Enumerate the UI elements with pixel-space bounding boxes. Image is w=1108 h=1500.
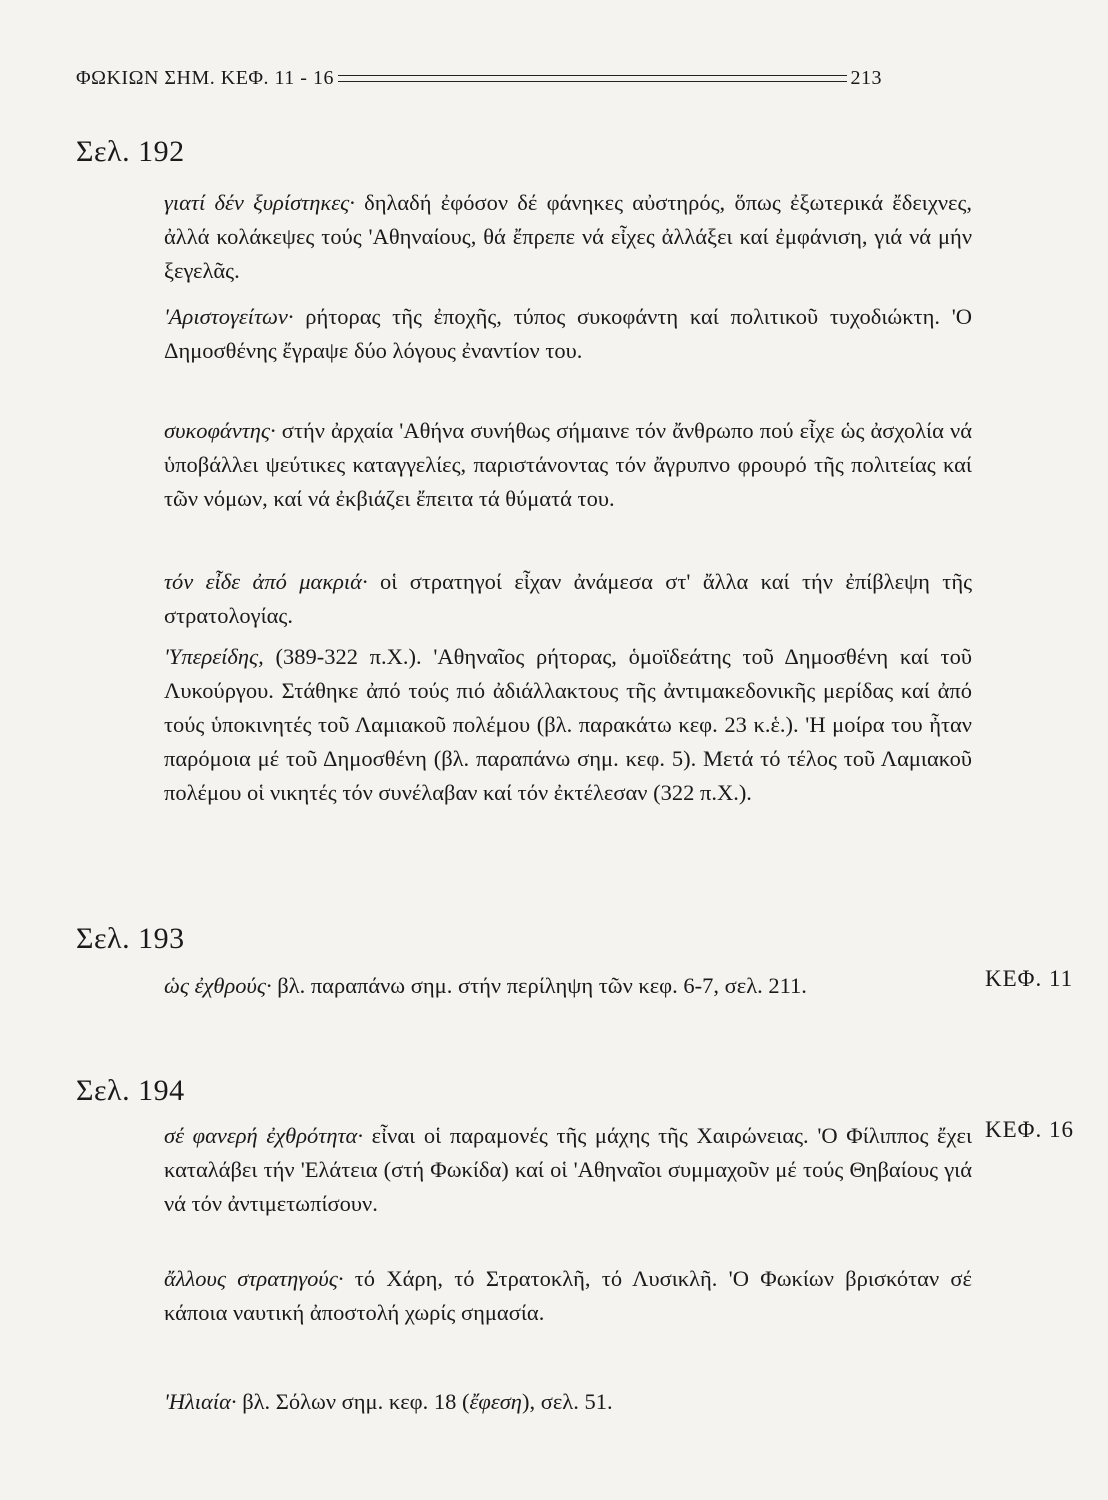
- section-heading: Σελ. 192: [76, 135, 185, 168]
- note-text: (389-322 π.Χ.). 'Αθηναῖος ρήτορας, ὁμοϊδεάτης τοῦ Δημοσθένη καί τοῦ Λυκούργου. Στάθηκε ἀπό τούς πιό ἀδιάλλακτους τῆς ἀντιμακεδονικῆς μερίδας καί ἀπό τούς ὑποκινητές τοῦ Λαμιακοῦ πολέμου (βλ. παρακάτω κεφ. 23 κ.ἑ.). 'Η μοίρα του ἦταν παρόμοια μέ τοῦ Δημοσθένη (βλ. παραπάνω σημ. κεφ. 5). Μετά τό τέλος τοῦ Λαμιακοῦ πολέμου οἱ νικητές τόν συνέλαβαν καί τόν ἐκτέλεσαν (322 π.Χ.).: [164, 644, 972, 805]
- page-number: 213: [850, 66, 882, 89]
- note-text: στήν ἀρχαία 'Αθήνα συνήθως σήμαινε τόν ἄνθρωπο πού εἶχε ὡς ἀσχολία νά ὑποβάλλει ψεύτικες καταγγελίες, παριστάνοντας τόν ἄγρυπνο φρουρό τῆς πολιτείας καί τῶν νόμων, καί νά ἐκβιάζει ἔπειτα τά θύματά του.: [164, 418, 972, 511]
- note-lemma: τόν εἶδε ἀπό μακριά·: [164, 569, 368, 594]
- note-paragraph: [76, 1119, 972, 1221]
- note-inline-lemma: ἔφεση: [469, 1389, 522, 1414]
- note-lemma: σέ φανερή ἐχθρότητα·: [164, 1123, 363, 1148]
- margin-note: ΚΕΦ. 16: [985, 1117, 1074, 1142]
- note-text: βλ. Σόλων σημ. κεφ. 18 (: [236, 1389, 470, 1414]
- note-text: ρήτορας τῆς ἐποχῆς, τύπος συκοφάντη καί πολιτικοῦ τυχοδιώκτη. 'Ο Δημοσθένης ἔγραψε δύο λόγους ἐναντίον του.: [164, 304, 972, 363]
- note-paragraph: [76, 186, 972, 288]
- note-text: τό Χάρη, τό Στρατοκλῆ, τό Λυσικλῆ. 'Ο Φωκίων βρισκόταν σέ κάποια ναυτική ἀποστολή χωρίς σημασία.: [164, 1266, 972, 1325]
- note-lemma: 'Ηλιαία·: [164, 1389, 237, 1414]
- note-lemma: ἄλλους στρατηγούς·: [164, 1266, 344, 1291]
- note-lemma: 'Υπερείδης,: [164, 644, 264, 669]
- note-text: εἶναι οἱ παραμονές τῆς μάχης τῆς Χαιρώνειας. 'Ο Φίλιππος ἔχει καταλάβει τήν 'Ελάτεια (στή Φωκίδα) καί οἱ 'Αθηναῖοι συμμαχοῦν μέ τούς Θηβαίους γιά νά τόν ἀντιμετωπίσουν.: [164, 1123, 972, 1216]
- running-header: [76, 60, 882, 96]
- note-paragraph: [76, 1262, 972, 1330]
- section-heading: Σελ. 194: [76, 1074, 185, 1107]
- running-title: ΦΩΚΙΩΝ ΣΗΜ. ΚΕΦ. 11 - 16: [76, 66, 334, 89]
- note-lemma: 'Αριστογείτων·: [164, 304, 294, 329]
- note-text-tail: ), σελ. 51.: [521, 1389, 613, 1414]
- margin-note: ΚΕΦ. 11: [985, 966, 1074, 991]
- note-lemma: συκοφάντης·: [164, 418, 276, 443]
- note-paragraph: [76, 414, 972, 516]
- note-paragraph: [76, 969, 972, 1003]
- note-paragraph: [76, 300, 972, 368]
- note-lemma: ὡς ἐχθρούς·: [164, 973, 272, 998]
- note-paragraph: [76, 1385, 972, 1419]
- note-paragraph: [76, 640, 972, 810]
- note-paragraph: [76, 565, 972, 633]
- section-heading: Σελ. 193: [76, 922, 185, 955]
- note-lemma: γιατί δέν ξυρίστηκες·: [164, 190, 355, 215]
- note-text: βλ. παραπάνω σημ. στήν περίληψη τῶν κεφ. 6-7, σελ. 211.: [271, 973, 807, 998]
- note-text: οἱ στρατηγοί εἶχαν ἀνάμεσα στ' ἄλλα καί τήν ἐπίβλεψη τῆς στρατολογίας.: [164, 569, 972, 628]
- note-text: δηλαδή ἐφόσον δέ φάνηκες αὐστηρός, ὅπως ἐξωτερικά ἔδειχνες, ἀλλά κολάκεψες τούς 'Αθηναίους, θά ἔπρεπε νά εἶχες ἀλλάξει καί ἐμφάνιση, γιά νά μήν ξεγελᾶς.: [164, 190, 972, 283]
- header-double-rule: [338, 75, 847, 82]
